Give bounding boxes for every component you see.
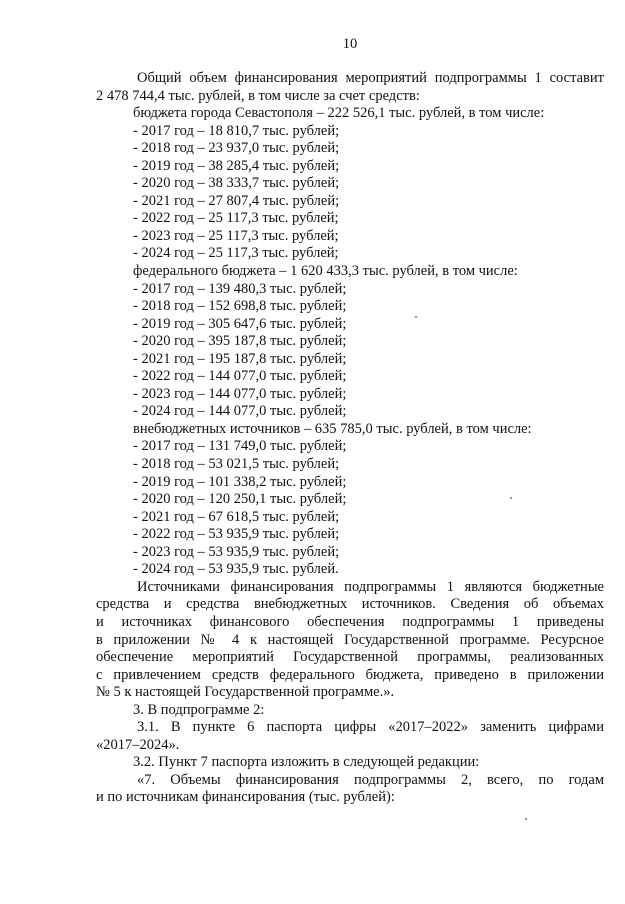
federal-year-2018: - 2018 год – 152 698,8 тыс. рублей; [133,298,347,315]
sevastopol-year-2020: - 2020 год – 38 333,7 тыс. рублей; [133,175,340,192]
extrabudget-heading: внебюджетных источников – 635 785,0 тыс. рублей, в том числе: [133,420,532,437]
section-3-heading: 3. В подпрограмме 2: [133,701,265,718]
extrabudget-year-2023: - 2023 год – 53 935,9 тыс. рублей; [133,543,340,560]
sources-paragraph-line1: Источниками финансирования подпрограммы 1 являются бюджетные [137,578,604,595]
sevastopol-year-2024: - 2024 год – 25 117,3 тыс. рублей; [133,245,339,262]
sources-paragraph-line6: с привлечением средств федерального бюджета, приведено в приложении [96,666,604,683]
extrabudget-year-2019: - 2019 год – 101 338,2 тыс. рублей; [133,473,347,490]
item-3-1-line1: 3.1. В пункте 6 паспорта цифры «2017–2022» заменить цифрами [137,719,604,736]
extrabudget-year-2018: - 2018 год – 53 021,5 тыс. рублей; [133,456,340,473]
federal-year-2021: - 2021 год – 195 187,8 тыс. рублей; [133,350,347,367]
extrabudget-year-2021: - 2021 год – 67 618,5 тыс. рублей; [133,508,340,525]
sevastopol-year-2018: - 2018 год – 23 937,0 тыс. рублей; [133,140,340,157]
item-3-2: 3.2. Пункт 7 паспорта изложить в следующей редакции: [133,754,480,771]
sevastopol-year-2019: - 2019 год – 38 285,4 тыс. рублей; [133,157,340,174]
federal-budget-heading: федерального бюджета – 1 620 433,3 тыс. рублей, в том числе: [133,263,518,280]
sevastopol-budget-heading: бюджета города Севастополя – 222 526,1 тыс. рублей, в том числе: [133,105,545,122]
scan-speck [525,818,527,820]
sources-paragraph-line4: в приложении № 4 к настоящей Государственной программе. Ресурсное [96,631,604,648]
federal-year-2017: - 2017 год – 139 480,3 тыс. рублей; [133,280,347,297]
page-number: 10 [342,36,358,52]
federal-year-2019: - 2019 год – 305 647,6 тыс. рублей; [133,315,347,332]
sources-paragraph-line7: № 5 к настоящей Государственной программе.». [96,684,395,701]
sources-paragraph-line3: и источниках финансового обеспечения подпрограммы 1 приведены [96,613,604,630]
extrabudget-year-2017: - 2017 год – 131 749,0 тыс. рублей; [133,438,347,455]
extrabudget-year-2022: - 2022 год – 53 935,9 тыс. рублей; [133,526,340,543]
sevastopol-year-2023: - 2023 год – 25 117,3 тыс. рублей; [133,227,339,244]
item-3-1-line2: «2017–2024». [96,736,180,753]
sources-paragraph-line5: обеспечение мероприятий Государственной программы, реализованных [96,649,604,666]
funding-total-line2: 2 478 744,4 тыс. рублей, в том числе за счет средств: [96,87,420,104]
funding-total-line1: Общий объем финансирования мероприятий подпрограммы 1 составит [137,70,604,86]
scan-speck [510,497,512,499]
document-body [0,70,625,807]
extrabudget-year-2020: - 2020 год – 120 250,1 тыс. рублей; [133,491,347,508]
item-7-line2: и по источникам финансирования (тыс. рублей): [96,789,395,806]
federal-year-2022: - 2022 год – 144 077,0 тыс. рублей; [133,368,347,385]
sources-paragraph-line2: средства и средства внебюджетных источников. Сведения об объемах [96,596,604,613]
federal-year-2024: - 2024 год – 144 077,0 тыс. рублей; [133,403,347,420]
item-7-line1: «7. Объемы финансирования подпрограммы 2, всего, по годам [137,771,604,788]
scan-speck [415,316,417,318]
sevastopol-year-2022: - 2022 год – 25 117,3 тыс. рублей; [133,210,339,227]
federal-year-2020: - 2020 год – 395 187,8 тыс. рублей; [133,333,347,350]
federal-year-2023: - 2023 год – 144 077,0 тыс. рублей; [133,385,347,402]
sevastopol-year-2021: - 2021 год – 27 807,4 тыс. рублей; [133,192,340,209]
extrabudget-year-2024: - 2024 год – 53 935,9 тыс. рублей. [133,561,339,578]
sevastopol-year-2017: - 2017 год – 18 810,7 тыс. рублей; [133,122,340,139]
